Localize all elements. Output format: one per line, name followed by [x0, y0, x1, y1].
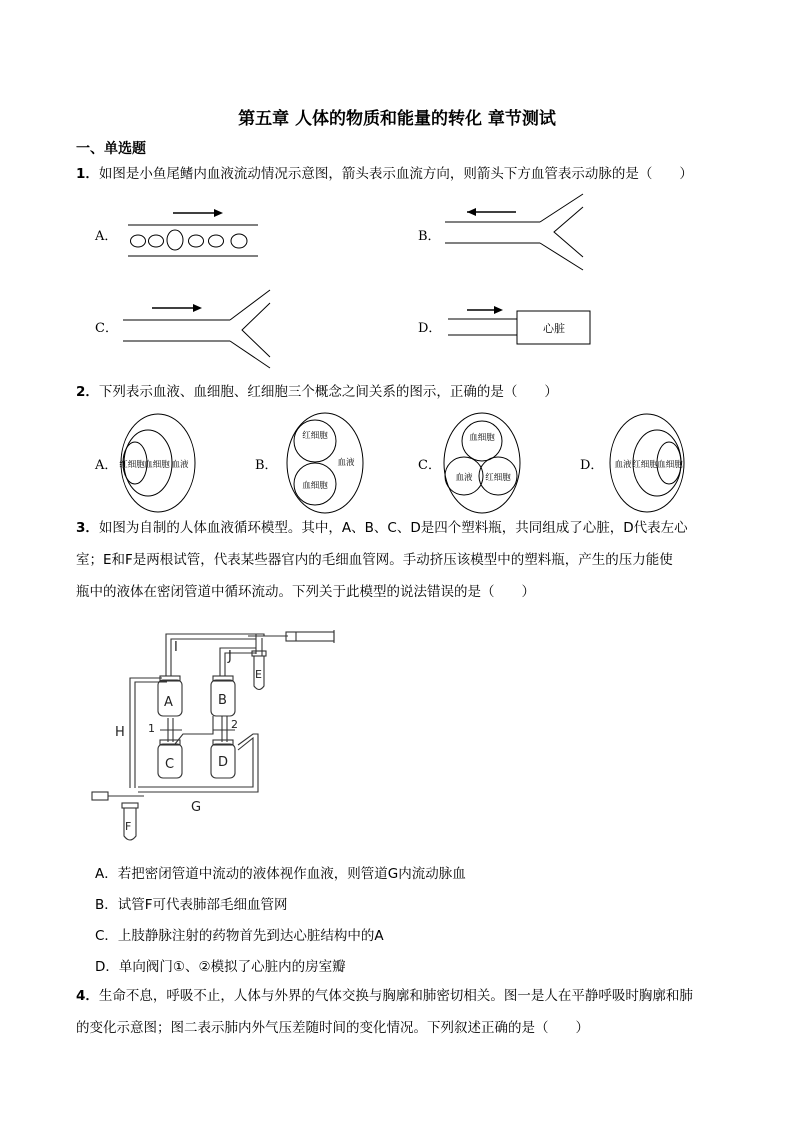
q2-option-d-diagram — [607, 412, 687, 516]
question-3 — [76, 512, 748, 608]
question-2 — [76, 376, 748, 408]
outer-ellipse — [444, 413, 520, 513]
vessel-branch — [540, 243, 583, 270]
label-red-cell: 红细胞 — [632, 460, 658, 470]
q1-option-b-diagram — [440, 190, 590, 272]
heart-label: 心脏 — [543, 322, 565, 335]
label-d: D — [218, 755, 229, 770]
question-text-line: 的变化示意图；图二表示肺内外气压差随时间的变化情况。下列叙述正确的是（ ） — [76, 1020, 589, 1036]
q1-option-b-label: B． — [418, 229, 441, 244]
q2-option-c-label: C． — [418, 458, 441, 473]
q2-option-b-diagram — [283, 410, 367, 516]
red-blood-cell — [167, 230, 183, 250]
vessel-branch — [230, 290, 270, 320]
label-blood: 血液 — [171, 460, 189, 470]
syringe — [286, 632, 334, 641]
arrow-head — [214, 209, 223, 217]
question-number: 2． — [76, 384, 99, 400]
question-number: 1． — [76, 166, 99, 182]
vessel-branch — [242, 303, 270, 357]
question-text-line: 瓶中的液体在密闭管道中循环流动。下列关于此模型的说法错误的是（ ） — [76, 584, 535, 600]
question-text-line: 如图为自制的人体血液循环模型。其中，A、B、C、D是四个塑料瓶，共同组成了心脏，D代表左心 — [98, 520, 688, 536]
label-i: I — [174, 640, 178, 655]
q1-option-c-diagram — [120, 285, 275, 370]
question-4 — [76, 980, 748, 1044]
red-blood-cell — [189, 235, 204, 247]
top-circle — [294, 420, 336, 462]
question-text-line: 生命不息，呼吸不止，人体与外界的气体交换与胸廓和肺密切相关。图一是人在平静呼吸时胸廓和肺 — [98, 988, 693, 1004]
q1-option-a-label: A． — [95, 229, 118, 244]
pipe-i — [166, 634, 264, 676]
question-text: 下列表示血液、血细胞、红细胞三个概念之间关系的图示，正确的是（ ） — [98, 384, 558, 400]
label-blood-cell: 血细胞 — [144, 460, 170, 470]
label-valve-2: 2 — [231, 718, 238, 731]
q2-option-c-diagram — [440, 410, 524, 516]
pipe-g — [138, 734, 258, 792]
section-heading: 一、单选题 — [76, 141, 146, 157]
red-blood-cell — [209, 235, 224, 247]
q2-option-a-label: A． — [95, 458, 118, 473]
label-g: G — [191, 800, 202, 815]
vessel-branch — [554, 207, 583, 257]
q1-option-d-diagram — [445, 300, 595, 350]
question-number: 4． — [76, 988, 99, 1004]
red-blood-cell — [231, 234, 247, 248]
label-blood: 血液 — [455, 473, 473, 483]
label-valve-1: 1 — [148, 722, 155, 735]
label-h: H — [115, 725, 125, 740]
label-a: A — [164, 695, 173, 710]
q2-option-a-diagram — [118, 412, 198, 516]
label-blood-cell: 血细胞 — [469, 433, 495, 443]
label-e: E — [255, 668, 262, 681]
q1-option-a-diagram — [120, 200, 265, 262]
q3-option-c: C．上肢静脉注射的药物首先到达心脏结构中的A — [95, 928, 384, 944]
label-f: F — [125, 820, 132, 833]
question-text-line: 室；E和F是两根试管，代表某些器官内的毛细血管网。手动挤压该模型中的塑料瓶，产生的压力能使 — [76, 552, 673, 568]
label-blood-cell: 血细胞 — [302, 481, 328, 491]
arrow-head — [494, 306, 503, 314]
pipe-g — [138, 738, 253, 787]
q1-option-c-label: C． — [95, 321, 118, 336]
question-number: 3． — [76, 520, 99, 536]
label-red-cell: 红细胞 — [302, 431, 328, 441]
q3-option-a: A．若把密闭管道中流动的液体视作血液，则管道G内流动脉血 — [95, 866, 466, 882]
pipe-i — [171, 639, 256, 676]
q3-option-d: D．单向阀门①、②模拟了心脏内的房室瓣 — [95, 959, 346, 975]
label-blood: 血液 — [614, 460, 632, 470]
arrow-head — [193, 304, 202, 312]
question-1 — [76, 158, 748, 190]
label-b: B — [218, 693, 227, 708]
red-blood-cell — [149, 235, 164, 247]
circulation-model-diagram — [88, 620, 343, 850]
page-title: 第五章 人体的物质和能量的转化 章节测试 — [238, 109, 556, 129]
question-text: 如图是小鱼尾鳍内血液流动情况示意图，箭头表示血流方向，则箭头下方血管表示动脉的是（ ） — [98, 166, 693, 182]
label-j: J — [228, 649, 232, 664]
label-red-cell: 红细胞 — [485, 473, 511, 483]
syringe — [92, 792, 108, 800]
red-blood-cell — [131, 235, 146, 247]
label-red-cell: 红细胞 — [119, 460, 145, 470]
vessel-branch — [540, 194, 583, 222]
label-c: C — [165, 757, 175, 772]
label-blood-cell: 血细胞 — [657, 460, 683, 470]
q1-option-d-label: D． — [418, 321, 442, 336]
pipe-h — [135, 682, 167, 788]
q2-option-d-label: D． — [580, 458, 604, 473]
vessel-branch — [230, 341, 270, 368]
label-blood: 血液 — [337, 458, 355, 468]
q2-option-b-label: B． — [255, 458, 278, 473]
q3-option-b: B．试管F可代表肺部毛细血管网 — [95, 897, 288, 913]
